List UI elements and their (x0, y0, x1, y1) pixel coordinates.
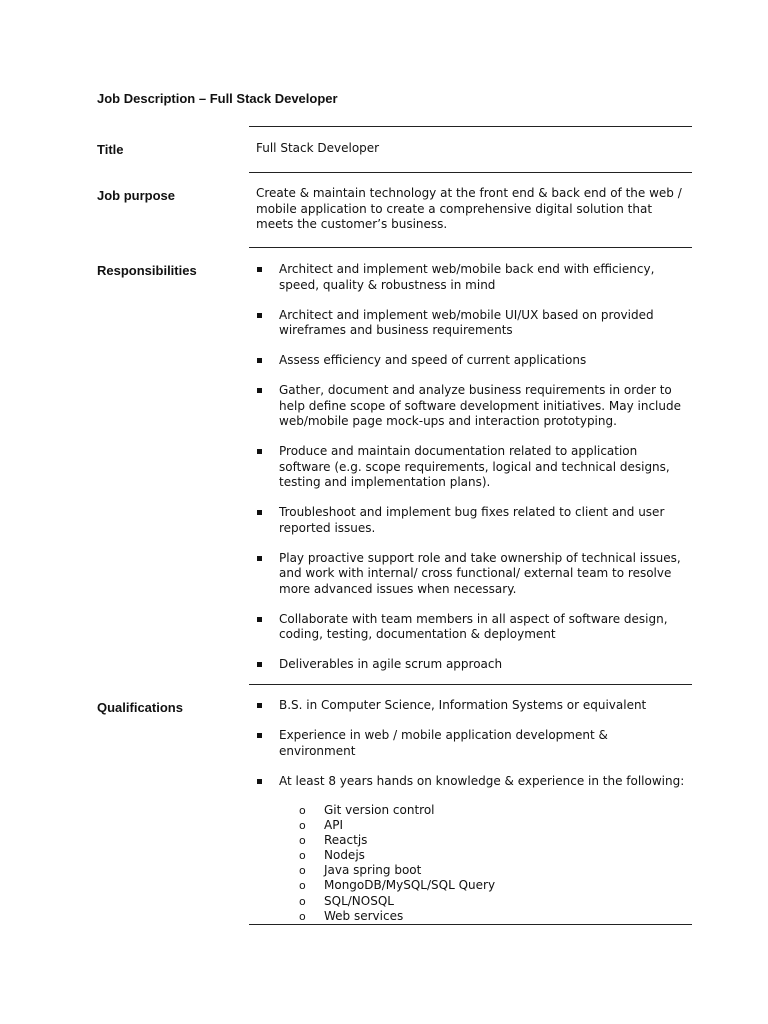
sub-list-item (279, 863, 688, 878)
divider (249, 172, 692, 173)
qualifications-label: Qualifications (97, 700, 183, 715)
list-item (256, 657, 688, 673)
skill-text: SQL/NOSQL (324, 893, 394, 908)
sub-list-item (279, 848, 688, 863)
sub-list-item (279, 909, 688, 924)
list-item (256, 728, 688, 759)
sub-list-item (279, 878, 688, 893)
qualifications-list (256, 698, 688, 938)
skill-text: Git version control (324, 803, 435, 817)
bullet-icon (257, 449, 262, 454)
document-title: Job Description – Full Stack Developer (97, 91, 338, 106)
responsibilities-list (256, 262, 688, 687)
qualification-text: Experience in web / mobile application development & environment (279, 728, 608, 758)
list-item (256, 383, 688, 430)
bullet-icon (257, 267, 262, 272)
responsibility-text: Assess efficiency and speed of current applications (279, 353, 587, 367)
list-item (256, 353, 688, 369)
divider (249, 126, 692, 127)
circle-bullet-icon: o (299, 894, 306, 908)
title-value: Full Stack Developer (256, 141, 380, 155)
bullet-icon (257, 703, 262, 708)
list-item (256, 505, 688, 536)
divider (249, 247, 692, 248)
qualification-text: B.S. in Computer Science, Information Systems or equivalent (279, 698, 647, 712)
responsibilities-label: Responsibilities (97, 263, 197, 278)
bullet-icon (257, 662, 262, 667)
circle-bullet-icon: o (299, 834, 306, 848)
qualification-text: At least 8 years hands on knowledge & experience in the following: (279, 773, 685, 788)
circle-bullet-icon: o (299, 849, 306, 863)
responsibility-text: Architect and implement web/mobile UI/UX based on provided wireframes and business requirements (279, 307, 654, 337)
responsibility-text: Play proactive support role and take ownership of technical issues, and work with internal/ cross functional/ external team to resolve more advanced issues when necessary. (279, 550, 681, 596)
responsibility-text: Troubleshoot and implement bug fixes related to client and user reported issues. (279, 505, 665, 535)
skill-text: Web services (324, 908, 404, 923)
sub-list-item (279, 833, 688, 848)
bullet-icon (257, 733, 262, 738)
sub-list-item (279, 894, 688, 909)
list-item (256, 698, 688, 714)
divider (249, 924, 692, 925)
circle-bullet-icon: o (299, 879, 306, 893)
skill-text: Nodejs (324, 848, 365, 863)
skills-sublist (279, 803, 688, 924)
list-item (256, 551, 688, 598)
bullet-icon (257, 779, 262, 784)
title-label: Title (97, 142, 124, 157)
circle-bullet-icon: o (299, 804, 306, 817)
responsibility-text: Architect and implement web/mobile back end with efficiency, speed, quality & robustness in mind (279, 262, 655, 292)
responsibility-text: Deliverables in agile scrum approach (279, 657, 503, 671)
divider (249, 684, 692, 685)
skill-text: Reactjs (324, 833, 368, 848)
skill-text: API (324, 818, 343, 833)
circle-bullet-icon: o (299, 909, 306, 923)
list-item (256, 308, 688, 339)
responsibility-text: Collaborate with team members in all aspect of software design, coding, testing, documentation & deployment (279, 611, 668, 641)
bullet-icon (257, 556, 262, 561)
sub-list-item (279, 803, 688, 818)
job-purpose-value: Create & maintain technology at the front end & back end of the web / mobile application to create a comprehensive digital solution that meets the customer’s business. (256, 186, 682, 231)
sub-list-item (279, 818, 688, 833)
list-item (256, 444, 688, 491)
list-item (256, 774, 688, 924)
bullet-icon (257, 617, 262, 622)
responsibility-text: Gather, document and analyze business requirements in order to help define scope of software development initiatives. May include web/mobile page mock-ups and interaction prototyping. (279, 383, 681, 428)
bullet-icon (257, 313, 262, 318)
job-purpose-label: Job purpose (97, 188, 176, 203)
bullet-icon (257, 358, 262, 363)
list-item (256, 262, 688, 293)
list-item (256, 612, 688, 643)
responsibility-text: Produce and maintain documentation related to application software (e.g. scope requirements, logical and technical designs, testing and implementation plans). (279, 444, 670, 489)
circle-bullet-icon: o (299, 864, 306, 878)
circle-bullet-icon: o (299, 819, 306, 833)
skill-text: Java spring boot (324, 863, 422, 878)
skill-text: MongoDB/MySQL/SQL Query (324, 878, 496, 893)
bullet-icon (257, 510, 262, 515)
bullet-icon (257, 388, 262, 393)
